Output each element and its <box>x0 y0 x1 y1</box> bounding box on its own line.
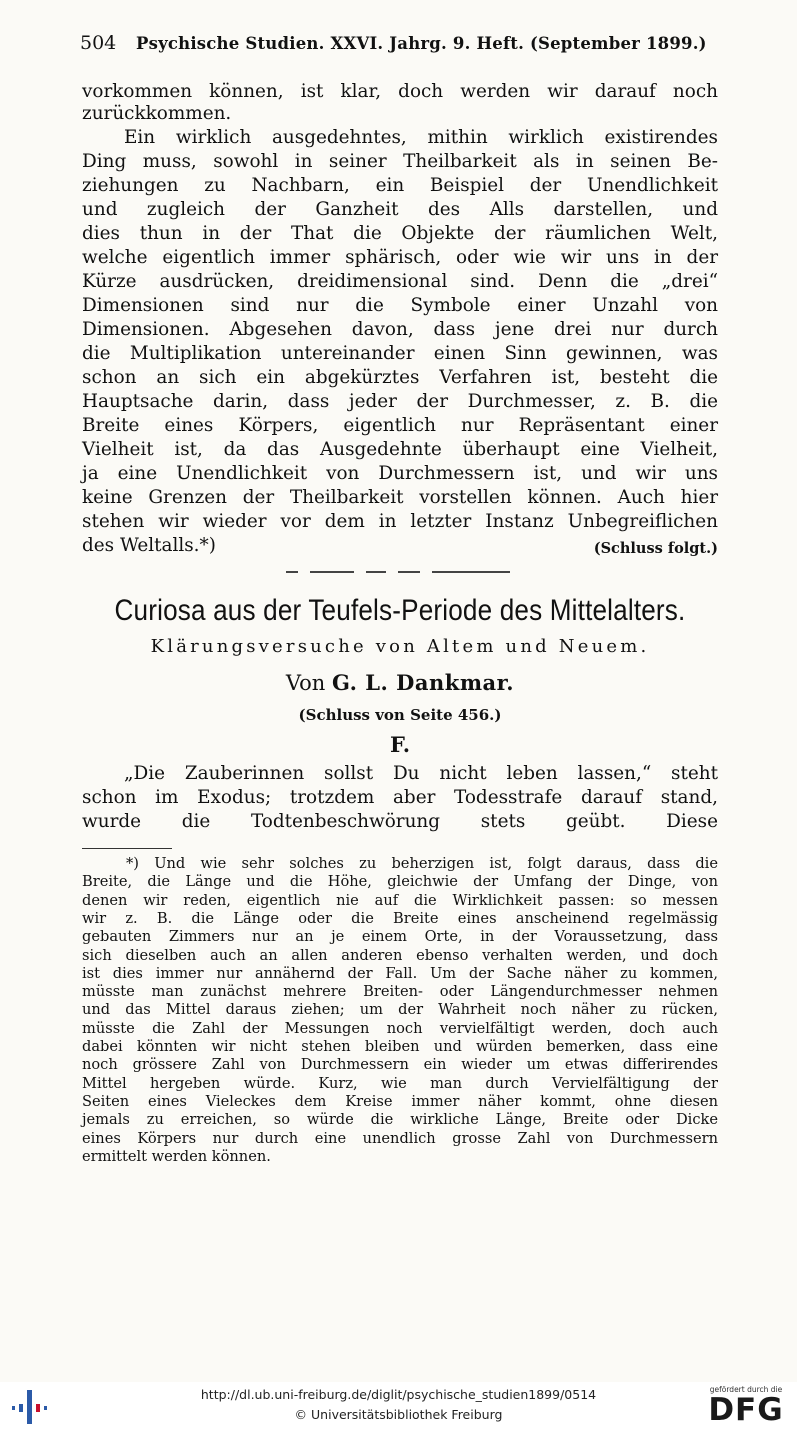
text-line: ja eine Unendlichkeit von Durchmessern ist, und wir uns <box>82 463 718 484</box>
text-line: welche eigentlich immer sphärisch, oder wie wir uns in der <box>82 247 718 268</box>
footnote-line: Breite, die Länge und die Höhe, gleichwie der Umfang der Dinge, von <box>82 873 718 891</box>
continuation-note: (Schluss von Seite 456.) <box>298 706 502 724</box>
text-line: dies thun in der That die Objekte der räumlichen Welt, <box>82 223 718 244</box>
footnote-line: Mittel hergeben würde. Kurz, wie man durch Vervielfältigung der <box>82 1074 718 1092</box>
text-line: keine Grenzen der Theilbarkeit vorstellen können. Auch hier <box>82 487 718 508</box>
article-subtitle: Klärungsversuche von Altem und Neuem. <box>150 636 650 657</box>
text-line: Ding muss, sowohl in seiner Theilbarkeit als in seinen Be- <box>82 151 718 172</box>
article-title: Curiosa aus der Teufels-Periode des Mittelalters. <box>114 594 686 627</box>
text-line: wurde die Todtenbeschwörung stets geübt. Diese <box>82 811 718 832</box>
text-line: und zugleich der Ganzheit des Alls darstellen, und <box>82 199 718 220</box>
running-header <box>80 32 720 56</box>
footnote-line: wir z. B. die Länge oder die Breite eines anscheinend regelmässig <box>82 909 718 927</box>
text-line: Vielheit ist, da das Ausgedehnte überhaupt eine Vielheit, <box>82 439 718 460</box>
text-line: Ein wirklich ausgedehntes, mithin wirklich existirendes <box>124 127 718 148</box>
text-line: zurückkommen. <box>82 103 232 124</box>
text-line: des Weltalls.*) <box>82 535 216 556</box>
text-line: schon im Exodus; trotzdem aber Todesstrafe darauf stand, <box>82 787 718 808</box>
text-line: stehen wir wieder vor dem in letzter Instanz Unbegreiflichen <box>82 511 718 532</box>
footnote-line: ermittelt werden können. <box>82 1147 271 1165</box>
text-line: die Multiplikation untereinander einen Sinn gewinnen, was <box>82 343 718 364</box>
text-line: Kürze ausdrücken, dreidimensional sind. Denn die „drei“ <box>82 271 718 292</box>
footnote-line: noch grössere Zahl von Durchmessern ein wieder um etwas differirendes <box>82 1056 718 1074</box>
footnote-line: denen wir reden, eigentlich nie auf die Wirklichkeit passen: so messen <box>82 891 718 909</box>
text-line: Hauptsache darin, dass jeder der Durchmesser, z. B. die <box>82 391 718 412</box>
dfg-logo-text: DFG <box>708 1392 784 1428</box>
page-number: 504 <box>80 32 117 54</box>
section-heading: F. <box>389 732 411 757</box>
footnote-line: müsste die Zahl der Messungen noch vervielfältigt werden, doch auch <box>82 1019 718 1037</box>
copyright-notice: © Universitätsbibliothek Freiburg <box>294 1407 503 1422</box>
viewer-footer <box>0 1382 797 1431</box>
footnote-line: jemals zu erreichen, so würde die wirkliche Länge, Breite oder Dicke <box>82 1111 718 1129</box>
footnote-line: eines Körpers nur durch eine unendlich grosse Zahl von Durchmessern <box>82 1129 718 1147</box>
footnote-line: dabei könnten wir nicht stehen bleiben und würden bemerken, dass eine <box>82 1038 718 1055</box>
footnote-line: sich dieselben auch an allen anderen ebenso verhalten werden, und doch <box>82 946 718 964</box>
text-line: „Die Zauberinnen sollst Du nicht leben lassen,“ steht <box>124 763 718 784</box>
running-title: Psychische Studien. XXVI. Jahrg. 9. Heft. (September 1899.) <box>136 34 707 53</box>
footnote-line: Seiten eines Vieleckes dem Kreise immer näher kommt, ohne diesen <box>82 1092 718 1110</box>
footnote-line: müsste man zunächst mehrere Breiten- oder Längendurchmesser nehmen <box>82 983 718 1001</box>
text-line: schon an sich ein abgekürztes Verfahren ist, besteht die <box>82 367 718 388</box>
footnote-line: und das Mittel daraus ziehen; um der Wahrheit noch näher zu rücken, <box>82 1001 718 1019</box>
funder-caption: gefördert durch die <box>709 1385 783 1394</box>
section-divider <box>286 571 510 574</box>
footnote-line: gebauten Zimmers nur an je einem Orte, in der Voraussetzung, dass <box>82 928 718 946</box>
footnote-rule <box>82 848 172 849</box>
byline <box>70 670 730 695</box>
text-line: Dimensionen. Abgesehen davon, dass jene drei nur durch <box>82 319 718 340</box>
text-line: vorkommen können, ist klar, doch werden wir darauf noch <box>82 81 718 102</box>
text-line: Dimensionen sind nur die Symbole einer Unzahl von <box>82 295 718 316</box>
byline-prefix: Von <box>285 671 326 695</box>
document-url[interactable]: http://dl.ub.uni-freiburg.de/diglit/psychische_studien1899/0514 <box>200 1387 597 1402</box>
schluss-folgt-note: (Schluss folgt.) <box>593 540 718 557</box>
footnote-line: ist dies immer nur annähernd der Fall. Um der Sache näher zu kommen, <box>82 964 718 982</box>
author-name: G. L. Dankmar. <box>331 670 515 695</box>
footnote-line: *) Und wie sehr solches zu beherzigen ist, folgt daraus, dass die <box>126 855 718 872</box>
dfg-logo <box>703 1385 789 1429</box>
text-line: ziehungen zu Nachbarn, ein Beispiel der Unendlichkeit <box>82 175 718 196</box>
text-line: Breite eines Körpers, eigentlich nur Repräsentant einer <box>82 415 718 436</box>
